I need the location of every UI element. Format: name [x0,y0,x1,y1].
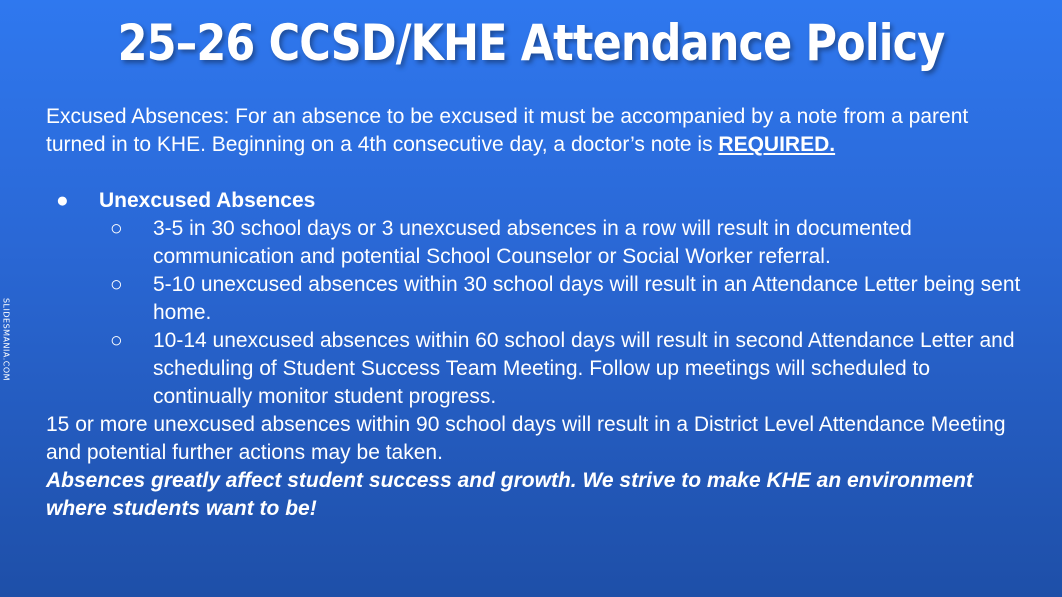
list-item-text: 10-14 unexcused absences within 60 school days will result in second Attendance Letter and scheduling of Student Success Team Meeting. Follow up meetings will scheduled to continually monitor student progress. [153,329,1015,408]
sub-bullet-icon: ○ [110,217,123,240]
unexcused-heading: Unexcused Absences [99,189,316,212]
sub-bullet-icon: ○ [110,273,123,296]
unexcused-sub-list [46,215,1026,411]
unexcused-absences-list [46,187,1026,411]
excused-absences-text: Excused Absences: For an absence to be excused it must be accompanied by a note from a parent turned in to KHE. Beginning on a 4th consecutive day, a doctor’s note is [46,105,969,156]
list-item-text: 5-10 unexcused absences within 30 school days will result in an Attendance Letter being sent home. [153,273,1021,324]
bullet-icon: ● [56,189,69,212]
unexcused-heading-row [46,187,1026,215]
district-meeting-paragraph: 15 or more unexcused absences within 90 school days will result in a District Level Attendance Meeting and potential further actions may be taken. [46,413,1006,464]
list-item-text: 3-5 in 30 school days or 3 unexcused absences in a row will result in documented communication and potential School Counselor or Social Worker referral. [153,217,912,268]
slide-title: 25–26 CCSD/KHE Attendance Policy [117,14,945,72]
excused-absences-paragraph [46,103,1026,159]
required-emphasis: REQUIRED. [718,133,836,156]
list-item [46,215,1026,271]
list-item [46,271,1026,327]
slide-body [46,103,1026,523]
sub-bullet-icon: ○ [110,329,123,352]
list-item [46,327,1026,411]
brand-watermark: SLIDESMANIA.COM [1,297,11,382]
closing-statement: Absences greatly affect student success and growth. We strive to make KHE an environment where students want to be! [46,469,974,520]
